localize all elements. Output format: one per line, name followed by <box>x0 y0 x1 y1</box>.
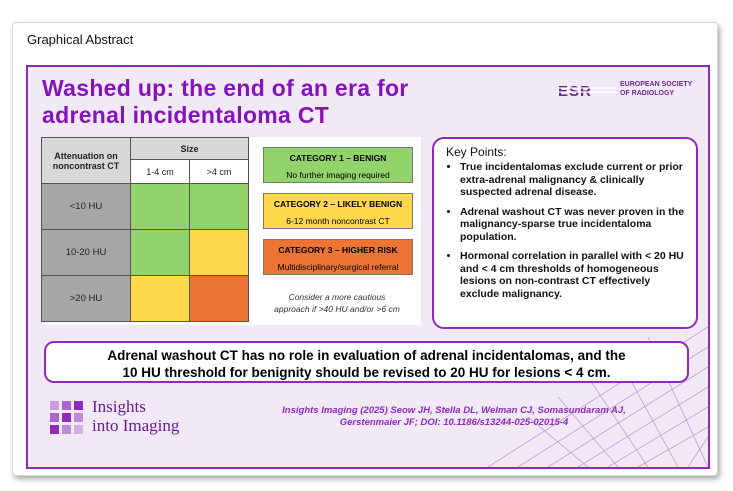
size-col-large: >4 cm <box>190 160 249 184</box>
graphical-abstract-card <box>12 22 718 476</box>
key-points-title: Key Points: <box>446 145 507 159</box>
journal-logo <box>48 397 218 441</box>
cell-lt10-small <box>131 184 190 230</box>
citation-line-2: Gerstenmaier JF; DOI: 10.1186/s13244-025-02015-4 <box>339 417 569 428</box>
esr-line-2: OF RADIOLOGY <box>620 89 675 97</box>
card-title: Graphical Abstract <box>27 32 134 47</box>
citation <box>224 405 684 429</box>
category-3-box <box>263 239 413 275</box>
key-point-item: • Hormonal correlation in parallel with < 20 HU and < 4 cm thresholds of homogeneous lesions on non-contrast CT effectively exclude malignancy. <box>460 250 690 300</box>
caution-line-1: Consider a more cautious <box>288 292 386 302</box>
esr-text <box>620 81 692 98</box>
esr-line-1: EUROPEAN SOCIETY <box>620 81 693 88</box>
cell-gt20-small <box>131 276 190 322</box>
cell-lt10-large <box>190 184 249 230</box>
title-line-1: Washed up: the end of an era for <box>42 75 409 101</box>
cell-10-20-small <box>131 230 190 276</box>
cell-gt20-large <box>190 276 249 322</box>
category-1-desc: No further imaging required <box>286 170 390 180</box>
main-title <box>42 75 409 129</box>
decorative-lines <box>448 317 708 467</box>
caution-line-2: approach if >40 HU and/or >6 cm <box>274 304 400 314</box>
size-col-small: 1-4 cm <box>131 160 190 184</box>
abstract-panel <box>26 65 710 469</box>
key-points-list <box>434 161 696 307</box>
category-1-box <box>263 147 413 183</box>
journal-line-1: Insights <box>92 397 146 416</box>
category-2-title: CATEGORY 2 – LIKELY BENIGN <box>273 199 403 209</box>
category-2-box <box>263 193 413 229</box>
key-points-box <box>432 137 698 329</box>
title-line-2: adrenal incidentaloma CT <box>42 102 330 128</box>
size-header: Size <box>131 138 249 160</box>
journal-logo-text <box>92 397 179 435</box>
row-label-10-20: 10-20 HU <box>42 230 131 276</box>
classification-box <box>41 137 421 325</box>
journal-logo-icon <box>48 399 86 437</box>
key-point-item: • Adrenal washout CT was never proven in the malignancy-sparse true incidentaloma population. <box>460 206 690 244</box>
key-point-item: • True incidentalomas exclude current or prior extra-adrenal malignancy & clinically suspected adrenal disease. <box>460 161 690 199</box>
category-3-desc: Multidisciplinary/surgical referral <box>277 262 399 272</box>
citation-line-1: Insights Imaging (2025) Seow JH, Stella DL, Welman CJ, Somasundaram AJ, <box>282 405 626 416</box>
esr-logo <box>558 81 698 101</box>
caution-note <box>263 291 411 315</box>
conclusion-banner <box>44 341 689 383</box>
esr-mark-icon <box>558 83 616 99</box>
conclusion-line-2: 10 HU threshold for benignity should be revised to 20 HU for lesions < 4 cm. <box>122 365 611 380</box>
cell-10-20-large <box>190 230 249 276</box>
attenuation-header: Attenuation on noncontrast CT <box>42 138 131 184</box>
esr-mark: ESR <box>558 83 592 99</box>
row-label-gt20: >20 HU <box>42 276 131 322</box>
attenuation-size-table <box>41 137 249 322</box>
category-3-title: CATEGORY 3 – HIGHER RISK <box>278 245 398 255</box>
journal-line-2: into Imaging <box>92 416 180 435</box>
category-2-desc: 6-12 month noncontrast CT <box>286 216 390 226</box>
category-1-title: CATEGORY 1 – BENIGN <box>289 153 387 163</box>
row-label-lt10: <10 HU <box>42 184 131 230</box>
conclusion-line-1: Adrenal washout CT has no role in evaluation of adrenal incidentalomas, and the <box>107 348 626 363</box>
